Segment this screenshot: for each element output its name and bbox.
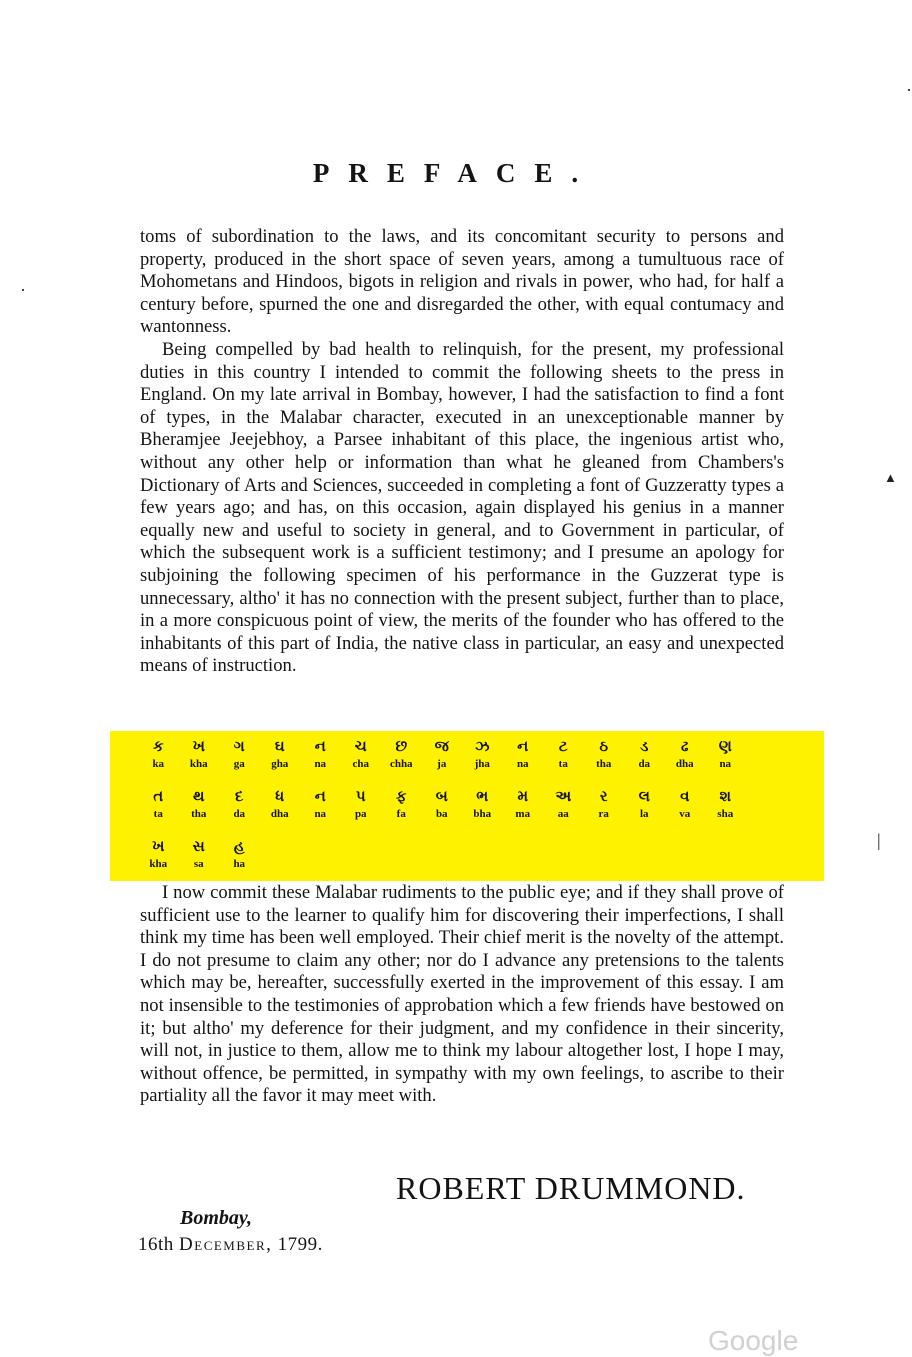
specimen-cell bbox=[381, 737, 422, 771]
specimen-glyph: ડ bbox=[640, 739, 649, 755]
specimen-glyph: ગ bbox=[233, 739, 245, 755]
specimen-glyph: દ bbox=[235, 789, 244, 805]
specimen-cell bbox=[624, 737, 665, 771]
guzzerat-type-specimen bbox=[110, 731, 824, 881]
specimen-translit: kha bbox=[149, 858, 168, 870]
specimen-cell bbox=[300, 737, 341, 771]
specimen-cell bbox=[179, 737, 220, 771]
specimen-glyph: લ bbox=[638, 789, 650, 805]
specimen-translit: na bbox=[516, 758, 529, 770]
specimen-translit: ma bbox=[515, 808, 531, 820]
date-day: 16th bbox=[138, 1234, 174, 1255]
specimen-translit: cha bbox=[352, 758, 369, 770]
specimen-translit: va bbox=[679, 808, 691, 820]
specimen-glyph: શ bbox=[719, 789, 732, 805]
specimen-cell bbox=[665, 737, 706, 771]
specimen-cell bbox=[179, 837, 220, 871]
specimen-cell bbox=[381, 787, 422, 821]
specimen-glyph: મ bbox=[517, 789, 529, 805]
preface-paragraph-2: Being compelled by bad health to relinquish, for the present, my professional duties in this country I intended to commit the following sheets to the press in England. On my late arrival in Bombay, however, I had the satisfaction to find a font of types, in the Malabar character, executed in an unexceptionable manner by Bheramjee Jeejebhoy, a Parsee inhabitant of this place, the ingenious artist who, without any other help or information than what he gleaned from Chambers's Dictionary of Arts and Sciences, succeeded in completing a font of Guzzeratty types a few years ago; and has, on this occasion, again displayed his genius in a manner equally new and useful to society in general, and to Government in particular, of which the subsequent work is a sufficient testimony; and I presume an apology for subjoining the following specimen of his performance in the Guzzerat type is unnecessary, altho' it has no connection with the present subject, further than to place, in a more conspicuous point of view, the merits of the founder who has offered to the inhabitants of this part of India, the native class in particular, an easy and unexpected means of instruction. bbox=[140, 339, 784, 677]
specimen-cell bbox=[260, 787, 301, 821]
specimen-row-3 bbox=[138, 837, 260, 871]
specimen-translit: chha bbox=[389, 758, 413, 770]
date-year: 1799. bbox=[277, 1234, 323, 1255]
specimen-cell bbox=[584, 787, 625, 821]
specimen-cell bbox=[300, 787, 341, 821]
specimen-cell bbox=[219, 737, 260, 771]
specimen-translit: la bbox=[639, 808, 649, 820]
specimen-cell bbox=[462, 787, 503, 821]
specimen-glyph: ન bbox=[314, 739, 326, 755]
specimen-cell bbox=[705, 787, 746, 821]
specimen-cell bbox=[341, 737, 382, 771]
specimen-translit: kha bbox=[189, 758, 208, 770]
specimen-glyph: વ bbox=[680, 789, 690, 805]
specimen-translit: tha bbox=[191, 808, 207, 820]
margin-speck-icon: ▲ bbox=[884, 470, 897, 485]
specimen-glyph: ક bbox=[152, 739, 164, 755]
specimen-glyph: ન bbox=[314, 789, 326, 805]
specimen-translit: dha bbox=[675, 758, 694, 770]
specimen-row-2 bbox=[138, 787, 746, 821]
specimen-cell bbox=[584, 737, 625, 771]
specimen-translit: sha bbox=[717, 808, 734, 820]
specimen-cell bbox=[462, 737, 503, 771]
place-name: Bombay, bbox=[180, 1207, 253, 1229]
specimen-translit: ja bbox=[437, 758, 447, 770]
specimen-glyph: ણ bbox=[718, 739, 732, 755]
author-signature: ROBERT DRUMMOND. bbox=[396, 1170, 746, 1206]
margin-speck-icon: · bbox=[20, 280, 26, 300]
specimen-translit: ka bbox=[152, 758, 165, 770]
date-line bbox=[138, 1234, 323, 1256]
specimen-cell bbox=[179, 787, 220, 821]
margin-speck-icon: · bbox=[906, 80, 912, 100]
specimen-translit: na bbox=[314, 808, 327, 820]
google-watermark: Google bbox=[708, 1325, 799, 1356]
specimen-cell bbox=[219, 837, 260, 871]
specimen-cell bbox=[422, 787, 463, 821]
specimen-glyph: સ bbox=[192, 839, 205, 855]
specimen-glyph: બ bbox=[435, 789, 448, 805]
specimen-translit: na bbox=[314, 758, 327, 770]
specimen-glyph: અ bbox=[555, 789, 572, 805]
specimen-cell bbox=[624, 787, 665, 821]
specimen-row-1 bbox=[138, 737, 746, 771]
specimen-glyph: હ bbox=[233, 839, 245, 855]
specimen-glyph: પ bbox=[355, 789, 366, 805]
specimen-glyph: થ bbox=[192, 789, 205, 805]
specimen-cell bbox=[219, 787, 260, 821]
specimen-glyph: ઠ bbox=[599, 739, 609, 755]
specimen-cell bbox=[705, 737, 746, 771]
specimen-translit: jha bbox=[474, 758, 490, 770]
specimen-glyph: જ bbox=[434, 739, 449, 755]
specimen-cell bbox=[138, 737, 179, 771]
specimen-translit: aa bbox=[557, 808, 569, 820]
specimen-translit: pa bbox=[354, 808, 367, 820]
specimen-translit: ga bbox=[233, 758, 245, 770]
specimen-glyph: ઢ bbox=[681, 739, 689, 755]
specimen-glyph: ચ bbox=[354, 739, 367, 755]
specimen-cell bbox=[422, 737, 463, 771]
specimen-glyph: ન bbox=[517, 739, 529, 755]
specimen-translit: sa bbox=[193, 858, 204, 870]
specimen-glyph: ખ bbox=[192, 739, 205, 755]
specimen-cell bbox=[138, 787, 179, 821]
specimen-cell bbox=[341, 787, 382, 821]
specimen-cell bbox=[543, 787, 584, 821]
specimen-cell bbox=[503, 787, 544, 821]
specimen-cell bbox=[260, 737, 301, 771]
specimen-translit: fa bbox=[396, 808, 406, 820]
specimen-cell bbox=[503, 737, 544, 771]
specimen-glyph: ઝ bbox=[475, 739, 490, 755]
specimen-glyph: ધ bbox=[275, 789, 285, 805]
specimen-cell bbox=[665, 787, 706, 821]
specimen-glyph: ત bbox=[153, 789, 164, 805]
specimen-translit: gha bbox=[271, 758, 289, 770]
specimen-glyph: ઘ bbox=[274, 739, 285, 755]
specimen-translit: ta bbox=[558, 758, 568, 770]
specimen-translit: na bbox=[719, 758, 732, 770]
specimen-glyph: ટ bbox=[558, 739, 568, 755]
specimen-glyph: ફ bbox=[395, 789, 407, 805]
specimen-translit: dha bbox=[270, 808, 289, 820]
preface-paragraph-1: toms of subordination to the laws, and its concomitant security to persons and property, produced in the short space of seven years, among a tumultuous race of Mohometans and Hindoos, bigots in religion and rivals in power, who had, for half a century before, spurned the one and disregarded the other, with equal contumacy and wantonness. bbox=[140, 226, 784, 338]
specimen-glyph: ર bbox=[599, 789, 608, 805]
specimen-translit: tha bbox=[596, 758, 612, 770]
specimen-translit: da bbox=[233, 808, 246, 820]
specimen-cell bbox=[543, 737, 584, 771]
page-title: PREFACE. bbox=[312, 158, 598, 188]
date-month: December, bbox=[179, 1234, 273, 1255]
specimen-glyph: ભ bbox=[476, 789, 489, 805]
specimen-translit: da bbox=[638, 758, 651, 770]
specimen-translit: bha bbox=[473, 808, 492, 820]
preface-paragraph-3: I now commit these Malabar rudiments to the public eye; and if they shall prove of sufficient use to the learner to qualify him for discovering their imperfections, I shall think my time has been well employed. Their chief merit is the novelty of the attempt. I do not presume to claim any other; nor do I advance any pretensions to the talents which may be, hereafter, successfully exerted in the improvement of this essay. I am not insensible to the testimonies of approbation which a few friends have bestowed on it; but altho' my deference for their judgment, and my confidence in their sincerity, will not, in justice to them, allow me to think my labour altogether lost, I hope I may, without offence, be permitted, in sympathy with my own feelings, to ascribe to their partiality all the favor it may meet with. bbox=[140, 882, 784, 1107]
margin-speck-icon: | bbox=[877, 830, 881, 850]
specimen-glyph: છ bbox=[395, 739, 408, 755]
specimen-translit: ta bbox=[153, 808, 163, 820]
specimen-cell bbox=[138, 837, 179, 871]
specimen-glyph: ખ bbox=[152, 839, 165, 855]
specimen-translit: ha bbox=[233, 858, 246, 870]
specimen-translit: ra bbox=[598, 808, 609, 820]
specimen-translit: ba bbox=[435, 808, 448, 820]
